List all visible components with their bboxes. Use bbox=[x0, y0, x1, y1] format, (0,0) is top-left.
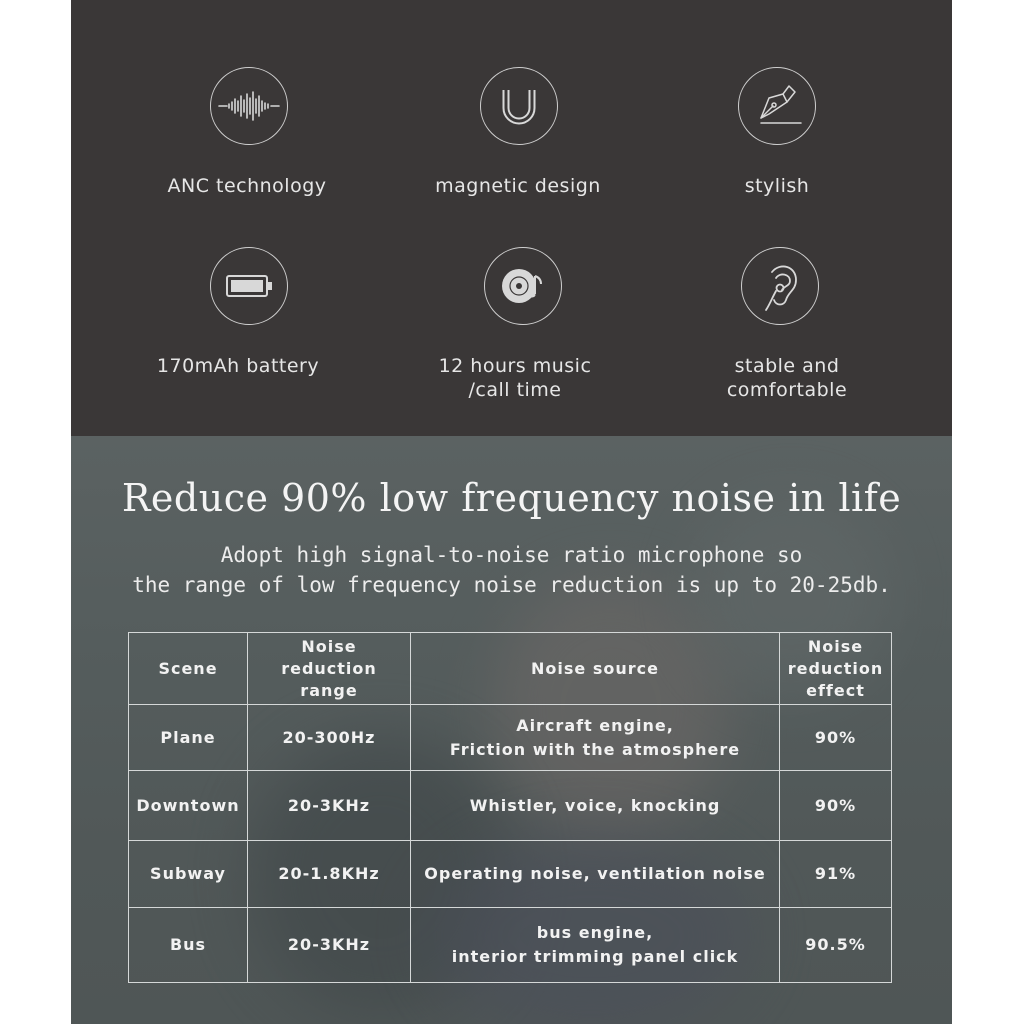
cell-range: 20-3KHz bbox=[248, 771, 411, 841]
cell-scene: Plane bbox=[129, 705, 248, 771]
feature-label-battery: 170mAh battery bbox=[156, 355, 320, 377]
music-disc-icon bbox=[484, 247, 562, 325]
feature-label-comfort-line1: stable and bbox=[734, 355, 840, 377]
soundwave-icon bbox=[210, 67, 288, 145]
headline: Reduce 90% low frequency noise in life bbox=[121, 476, 902, 520]
cell-effect: 90.5% bbox=[780, 908, 892, 983]
cell-source-line1: Operating noise, ventilation noise bbox=[424, 864, 766, 883]
feature-label-magnetic: magnetic design bbox=[435, 175, 601, 197]
cell-source bbox=[411, 841, 780, 908]
cell-range: 20-300Hz bbox=[248, 705, 411, 771]
header-range-line2: reduction range bbox=[281, 658, 377, 700]
table-row bbox=[129, 771, 892, 841]
cell-source bbox=[411, 705, 780, 771]
pen-nib-icon bbox=[738, 67, 816, 145]
cell-scene: Downtown bbox=[129, 771, 248, 841]
table-row bbox=[129, 908, 892, 983]
header-effect-line2: reduction bbox=[787, 658, 884, 678]
cell-scene: Bus bbox=[129, 908, 248, 983]
subtitle-line2: the range of low frequency noise reduction is up to 20-25db. bbox=[132, 573, 891, 597]
cell-source bbox=[411, 908, 780, 983]
feature-label-stylish: stylish bbox=[744, 175, 810, 197]
cell-source bbox=[411, 771, 780, 841]
cell-effect: 90% bbox=[780, 771, 892, 841]
feature-label-comfort-line2: comfortable bbox=[726, 379, 848, 401]
header-effect bbox=[780, 633, 892, 705]
cell-range: 20-1.8KHz bbox=[248, 841, 411, 908]
cell-effect: 90% bbox=[780, 705, 892, 771]
subtitle-line1: Adopt high signal-to-noise ratio microphone so bbox=[220, 543, 803, 567]
feature-label-music-line2: /call time bbox=[468, 379, 562, 401]
cell-range: 20-3KHz bbox=[248, 908, 411, 983]
magnet-icon bbox=[480, 67, 558, 145]
header-effect-line1: Noise bbox=[807, 636, 864, 656]
table-row bbox=[129, 841, 892, 908]
cell-effect: 91% bbox=[780, 841, 892, 908]
cell-scene: Subway bbox=[129, 841, 248, 908]
table-header-row bbox=[129, 633, 892, 705]
header-scene: Scene bbox=[129, 633, 248, 705]
cell-source-line2: interior trimming panel click bbox=[451, 947, 739, 966]
cell-source-line1: Aircraft engine, bbox=[516, 715, 674, 735]
battery-icon bbox=[210, 247, 288, 325]
feature-label-comfort bbox=[657, 354, 917, 402]
cell-source-line1: Whistler, voice, knocking bbox=[469, 795, 721, 815]
table-row bbox=[129, 705, 892, 771]
feature-label-music-line1: 12 hours music bbox=[438, 355, 592, 377]
cell-source-line2: Friction with the atmosphere bbox=[449, 739, 741, 759]
header-range-line1: Noise bbox=[301, 636, 357, 656]
feature-label-anc: ANC technology bbox=[167, 175, 327, 197]
header-source: Noise source bbox=[411, 633, 780, 705]
ear-icon bbox=[741, 247, 819, 325]
header-effect-line3: effect bbox=[806, 680, 865, 700]
feature-label-music bbox=[385, 354, 645, 402]
cell-source-line1: bus engine, bbox=[536, 923, 654, 942]
noise-reduction-table bbox=[128, 632, 892, 983]
header-range bbox=[248, 633, 411, 705]
